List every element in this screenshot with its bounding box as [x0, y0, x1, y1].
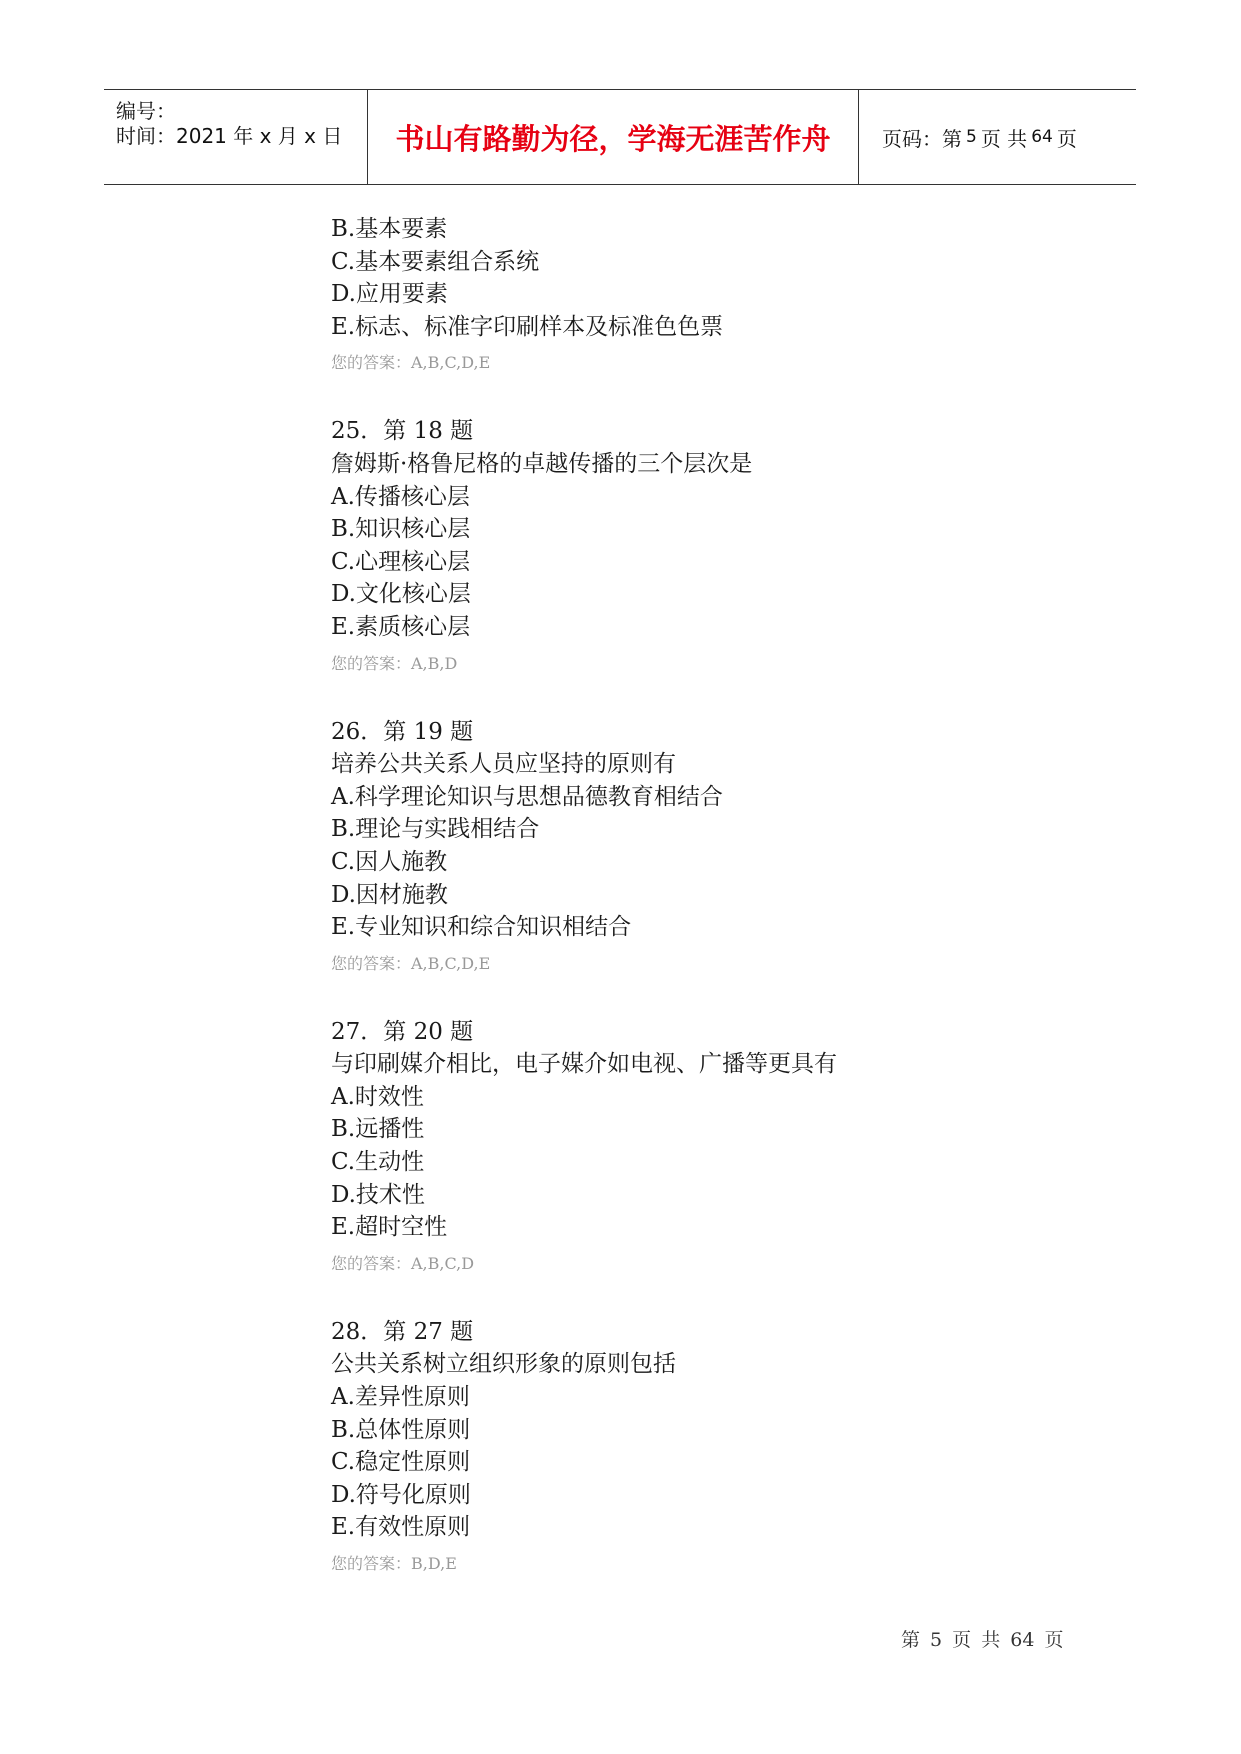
option-item: A.差异性原则 [331, 1384, 470, 1411]
your-answer: 您的答案：B,D,E [331, 1554, 457, 1573]
footer-page-text: 第 5 页 共 64 页 [901, 1629, 1064, 1651]
page-code-total: 64 [1031, 127, 1053, 147]
option-item: D.符号化原则 [331, 1481, 471, 1508]
option-item: B.理论与实践相结合 [331, 816, 540, 843]
option-item: B.远播性 [331, 1116, 425, 1143]
option-item: A.传播核心层 [331, 483, 470, 510]
option-item: E.专业知识和综合知识相结合 [331, 914, 632, 941]
option-item: D.文化核心层 [331, 581, 471, 608]
page-code-suffix: 页 [1056, 126, 1077, 151]
question-number: 27．第 20 题 [331, 1018, 474, 1045]
your-answer: 您的答案：A,B,C,D [331, 1253, 475, 1273]
option-item: B.知识核心层 [331, 516, 471, 543]
option-item: B.总体性原则 [331, 1416, 471, 1443]
option-item: A.时效性 [331, 1083, 424, 1110]
option-item: E.有效性原则 [331, 1514, 471, 1541]
option-item: C.心理核心层 [331, 548, 471, 575]
question-stem: 与印刷媒介相比，电子媒介如电视、广播等更具有 [331, 1051, 837, 1078]
question-stem: 公共关系树立组织形象的原则包括 [331, 1351, 676, 1378]
option-item: D.应用要素 [331, 281, 448, 308]
page-footer [901, 1625, 1063, 1652]
your-answer: 您的答案：A,B,D [331, 653, 458, 673]
option-item: E.超时空性 [331, 1214, 448, 1241]
question-number: 26．第 19 题 [331, 718, 474, 745]
question-block [331, 716, 1091, 983]
motto-text: 书山有路勤为径，学海无涯苦作舟 [395, 121, 831, 156]
option-item: E.素质核心层 [331, 613, 471, 640]
question-block [331, 415, 1091, 682]
page-code-cell [872, 90, 1136, 184]
option-item: B.基本要素 [331, 216, 448, 242]
question-number: 28．第 27 题 [331, 1318, 474, 1345]
question-block [331, 1316, 1091, 1583]
page-header [104, 89, 1136, 185]
serial-number-label: 编号： [116, 99, 176, 123]
option-item: D.因材施教 [331, 881, 448, 908]
option-item: C.基本要素组合系统 [331, 248, 540, 275]
option-item: A.科学理论知识与思想品德教育相结合 [331, 783, 723, 810]
previous-question-tail [331, 213, 1091, 382]
option-item: C.稳定性原则 [331, 1449, 471, 1476]
question-content [331, 213, 1091, 1583]
option-item: C.因人施教 [331, 848, 448, 875]
question-block [331, 1016, 1091, 1283]
option-item: C.生动性 [331, 1149, 425, 1176]
page-code-prefix: 页码：第 [882, 126, 962, 151]
question-stem: 詹姆斯·格鲁尼格的卓越传播的三个层次是 [331, 450, 753, 477]
question-stem: 培养公共关系人员应坚持的原则有 [331, 751, 676, 778]
your-answer: 您的答案：A,B,C,D,E [331, 953, 491, 973]
time-label: 时间：2021 年 x 月 x 日 [116, 124, 343, 148]
option-item: D.技术性 [331, 1181, 425, 1208]
option-item: E.标志、标准字印刷样本及标准色色票 [331, 313, 724, 340]
your-answer: 您的答案：A,B,C,D,E [331, 353, 491, 373]
motto-cell [368, 90, 859, 184]
page-code-current: 5 [966, 127, 977, 147]
question-number: 25．第 18 题 [331, 418, 474, 445]
page-code-mid: 页 共 [980, 126, 1028, 151]
header-meta-cell [104, 90, 368, 184]
